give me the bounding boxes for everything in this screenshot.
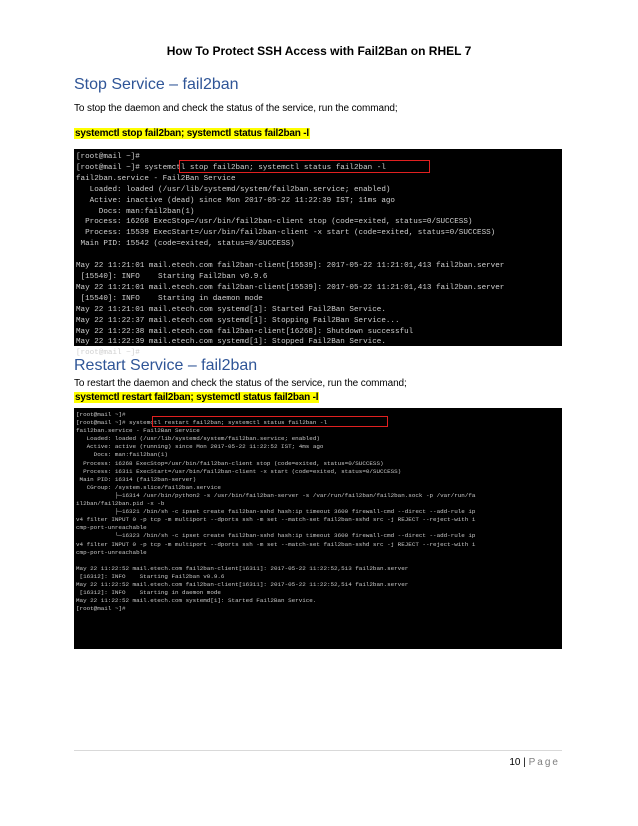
terminal-line: ├─16321 /bin/sh -c ipset create fail2ban-sshd hash:ip timeout 3600 firewall-cmd --direct --add-rule ip — [76, 508, 476, 516]
terminal-line — [76, 250, 562, 261]
terminal-line: cmp-port-unreachable — [76, 524, 147, 532]
terminal-line: May 22 11:21:01 mail.etech.com fail2ban-client[15539]: 2017-05-22 11:21:01,413 fail2ban.server — [76, 283, 505, 292]
terminal-line: [16312]: INFO Starting in daemon mode — [76, 589, 221, 597]
command-outline-stop — [179, 160, 430, 173]
terminal-line: Active: inactive (dead) since Mon 2017-05-22 11:22:39 IST; 11ms ago — [76, 196, 395, 205]
terminal-line: Main PID: 15542 (code=exited, status=0/SUCCESS) — [76, 240, 295, 249]
terminal-line: May 22 11:22:52 mail.etech.com fail2ban-client[16311]: 2017-05-22 11:22:52,514 fail2ban.server — [76, 580, 409, 588]
terminal-line: v4 filter INPUT 0 -p tcp -m multiport --dports ssh -m set --match-set fail2ban-sshd src -j REJECT --reject-with i — [76, 540, 476, 548]
footer-divider — [74, 750, 562, 751]
section-heading-stop: Stop Service – fail2ban — [74, 76, 239, 93]
terminal-line: [root@mail ~]# — [76, 411, 126, 418]
page-label: Page — [528, 757, 560, 768]
terminal-line: May 22 11:22:52 mail.etech.com systemd[1]: Started Fail2Ban Service. — [76, 597, 317, 605]
terminal-line: May 22 11:21:01 mail.etech.com systemd[1]: Started Fail2Ban Service. — [76, 305, 386, 314]
terminal-line: fail2ban.service - Fail2Ban Service — [76, 427, 200, 435]
terminal-line: May 22 11:22:38 mail.etech.com fail2ban-client[16268]: Shutdown successful — [76, 327, 414, 336]
terminal-line: il2ban/fail2ban.pid -x -b — [76, 500, 165, 508]
document-title: How To Protect SSH Access with Fail2Ban on RHEL 7 — [166, 44, 472, 58]
terminal-line: May 22 11:22:37 mail.etech.com systemd[1]: Stopping Fail2Ban Service... — [76, 316, 400, 325]
terminal-line: [root@mail ~]# systemctl stop fail2ban; systemctl status fail2ban -l — [76, 163, 386, 172]
terminal-line: [16312]: INFO Starting Fail2ban v0.9.6 — [76, 572, 225, 580]
terminal-line: ├─16314 /usr/bin/python2 -s /usr/bin/fail2ban-server -s /var/run/fail2ban/fail2ban.sock -p /var/run/fa — [76, 491, 476, 499]
terminal-line: Process: 15539 ExecStart=/usr/bin/fail2ban-client -x start (code=exited, status=0/SUCCESS) — [76, 229, 496, 238]
command-stop: systemctl stop fail2ban; systemctl status fail2ban -l — [75, 128, 309, 139]
footer-separator: | — [523, 757, 526, 768]
terminal-line: [root@mail ~]# — [76, 153, 140, 161]
terminal-line: [15540]: INFO Starting in daemon mode — [76, 294, 263, 303]
terminal-line: cmp-port-unreachable — [76, 548, 147, 556]
terminal-line: v4 filter INPUT 0 -p tcp -m multiport --dports ssh -m set --match-set fail2ban-sshd src -j REJECT --reject-with i — [76, 516, 476, 524]
terminal-line: Docs: man:fail2ban(1) — [76, 451, 168, 459]
terminal-line: Process: 16311 ExecStart=/usr/bin/fail2ban-client -x start (code=exited, status=0/SUCCESS) — [76, 467, 402, 475]
terminal-line: May 22 11:22:39 mail.etech.com systemd[1]: Stopped Fail2Ban Service. — [76, 338, 386, 347]
terminal-line: Active: active (running) since Mon 2017-05-22 11:22:52 IST; 4ms ago — [76, 443, 324, 451]
command-outline-restart — [152, 416, 388, 427]
terminal-line: [15540]: INFO Starting Fail2ban v0.9.6 — [76, 272, 268, 281]
terminal-line: fail2ban.service - Fail2Ban Service — [76, 174, 236, 183]
section-heading-restart: Restart Service – fail2ban — [74, 357, 258, 374]
terminal-line: CGroup: /system.slice/fail2ban.service — [76, 483, 221, 491]
terminal-line: [root@mail ~]# — [76, 605, 126, 613]
terminal-line: May 22 11:21:01 mail.etech.com fail2ban-client[15539]: 2017-05-22 11:21:01,413 fail2ban.server — [76, 262, 505, 271]
terminal-line: Docs: man:fail2ban(1) — [76, 207, 195, 216]
terminal-line: Process: 16268 ExecStop=/usr/bin/fail2ban-client stop (code=exited, status=0/SUCCESS) — [76, 459, 384, 467]
terminal-line: May 22 11:22:52 mail.etech.com fail2ban-client[16311]: 2017-05-22 11:22:52,513 fail2ban.server — [76, 564, 409, 572]
terminal-line: Process: 16268 ExecStop=/usr/bin/fail2ban-client stop (code=exited, status=0/SUCCESS) — [76, 218, 473, 227]
terminal-screenshot-stop — [74, 149, 562, 358]
terminal-line: [root@mail ~]# — [76, 349, 140, 358]
page-number: 10 — [509, 757, 521, 768]
command-restart: systemctl restart fail2ban; systemctl status fail2ban -l — [75, 392, 319, 403]
terminal-line: Loaded: loaded (/usr/lib/systemd/system/fail2ban.service; enabled) — [76, 435, 320, 443]
terminal-screenshot-restart — [74, 408, 562, 649]
section-text-restart: To restart the daemon and check the status of the service, run the command; — [74, 378, 407, 389]
terminal-line — [76, 557, 562, 565]
terminal-line: Main PID: 16314 (fail2ban-server) — [76, 475, 197, 483]
terminal-line: └─16323 /bin/sh -c ipset create fail2ban-sshd hash:ip timeout 3600 firewall-cmd --direct --add-rule ip — [76, 532, 476, 540]
page-footer — [509, 757, 560, 768]
terminal-line: Loaded: loaded (/usr/lib/systemd/system/fail2ban.service; enabled) — [76, 185, 391, 194]
terminal-line: [root@mail ~]# systemctl restart fail2ban; systemctl status fail2ban -l — [76, 419, 327, 427]
section-text-stop: To stop the daemon and check the status of the service, run the command; — [74, 103, 398, 114]
